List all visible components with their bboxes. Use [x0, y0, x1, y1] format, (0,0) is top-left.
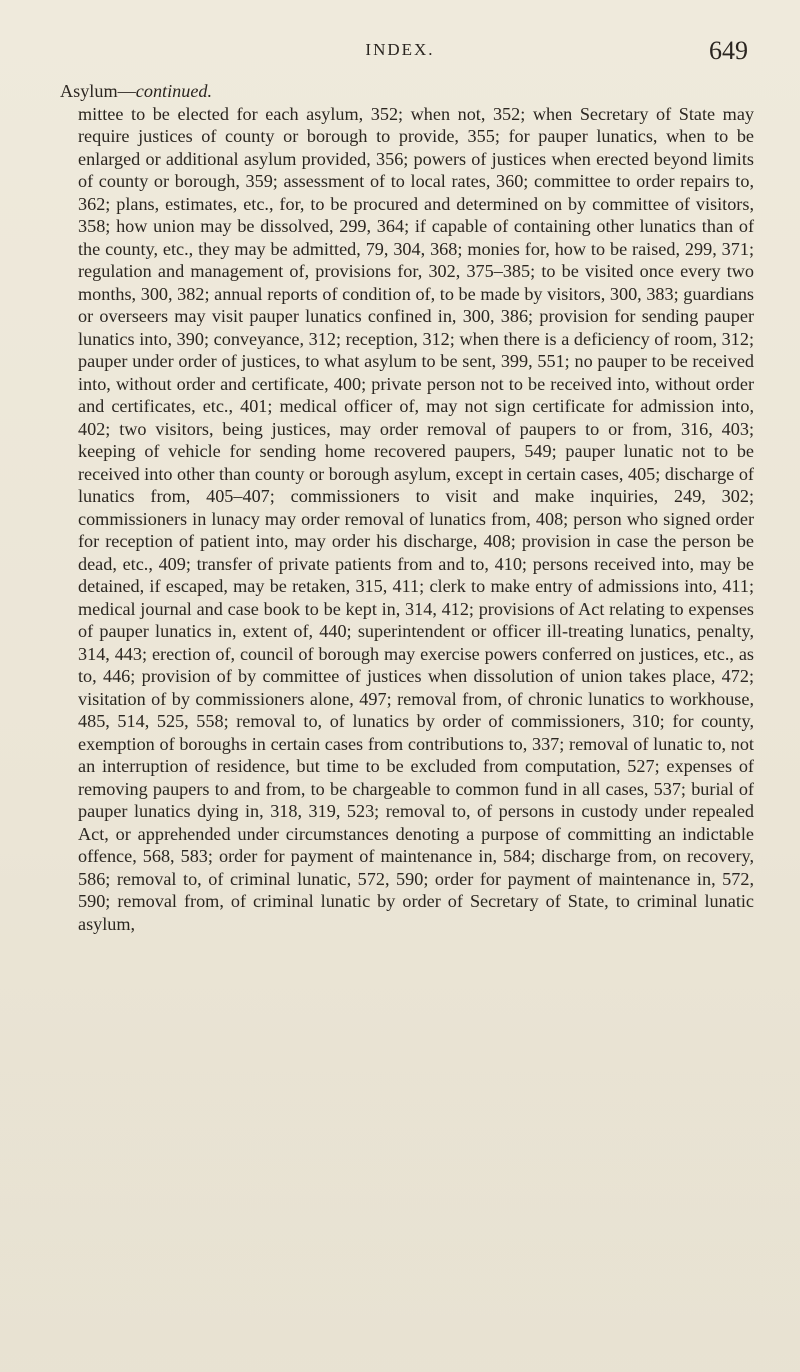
entry-text: mittee to be elected for each asylum, 352; when not, 352; when Secretary of State may require justices of county or borough to provide, 355; for pauper lunatics, when to be enlarged or additional asylum provided, 356; powers of justices when erected beyond limits of county or borough, 359; assessment of to local rates, 360; committee to order repairs to, 362; plans, estimates, etc., for, to be procured and determined on by committee of visitors, 358; how union may be dissolved, 299, 364; if capable of containing other lunatics than of the county, etc., they may be admitted, 79, 304, 368; monies for, how to be raised, 299, 371; regulation and management of, provisions for, 302, 375–385; to be visited once every two months, 300, 382; annual reports of condition of, to be made by visitors, 300, 383; guardians or overseers may visit pauper lunatics confined in, 300, 386; provision for sending pauper lunatics into, 390; conveyance, 312; reception, 312; when there is a deficiency of room, 312; pauper under order of justices, to what asylum to be sent, 399, 551; no pauper to be received into, without order and certificate, 400; private person not to be received into, without order and certificates, etc., 401; medical officer of, may not sign certificate for admission into, 402; two visitors, being justices, may order removal of paupers to or from, 316, 403; keeping of vehicle for sending home recovered paupers, 549; pauper lunatic not to be received into other than county or borough asylum, except in certain cases, 405; discharge of lunatics from, 405–407; commissioners to visit and make inquiries, 249, 302; commissioners in lunacy may order removal of lunatics from, 408; person who signed order for reception of patient into, may order his discharge, 408; provision in case the person be dead, etc., 409; transfer of private patients from and to, 410; persons received into, may be detained, if escaped, may be retaken, 315, 411; clerk to make entry of admissions into, 411; medical journal and case book to be kept in, 314, 412; provisions of Act relating to expenses of pauper lunatics in, extent of, 440; superintendent or officer ill-treating lunatics, penalty, 314, 443; erection of, council of borough may exercise powers conferred on justices, etc., as to, 446; provision of by committee of justices when dissolution of union takes place, 472; visitation of by commissioners alone, 497; removal from, of chronic lunatics to workhouse, 485, 514, 525, 558; removal to, of lunatics by order of commissioners, 310; for county, exemption of boroughs in certain cases from contributions to, 337; removal of lunatic to, not an interruption of residence, but time to be excluded from computation, 527; expenses of removing paupers to and from, to be chargeable to common fund in all cases, 537; burial of pauper lunatics dying in, 318, 319, 523; removal to, of persons in custody under repealed Act, or apprehended under circumstances denoting a purpose of committing an indictable offence, 568, 583; order for payment of maintenance in, 584; discharge from, on recovery, 586; removal to, of criminal lunatic, 572, 590; order for payment of maintenance in, 572, 590; removal from, of criminal lunatic by order of Secretary of State, to criminal lunatic asylum, [78, 103, 754, 934]
running-header [0, 36, 800, 70]
page-number: 649 [709, 36, 748, 65]
page-title: INDEX. [365, 40, 435, 59]
entry-heading [60, 80, 754, 103]
index-entry [60, 80, 754, 935]
entry-heading-continued: continued. [135, 81, 213, 101]
print-fade-overlay [0, 1040, 800, 1372]
entry-heading-term: Asylum— [60, 81, 136, 101]
